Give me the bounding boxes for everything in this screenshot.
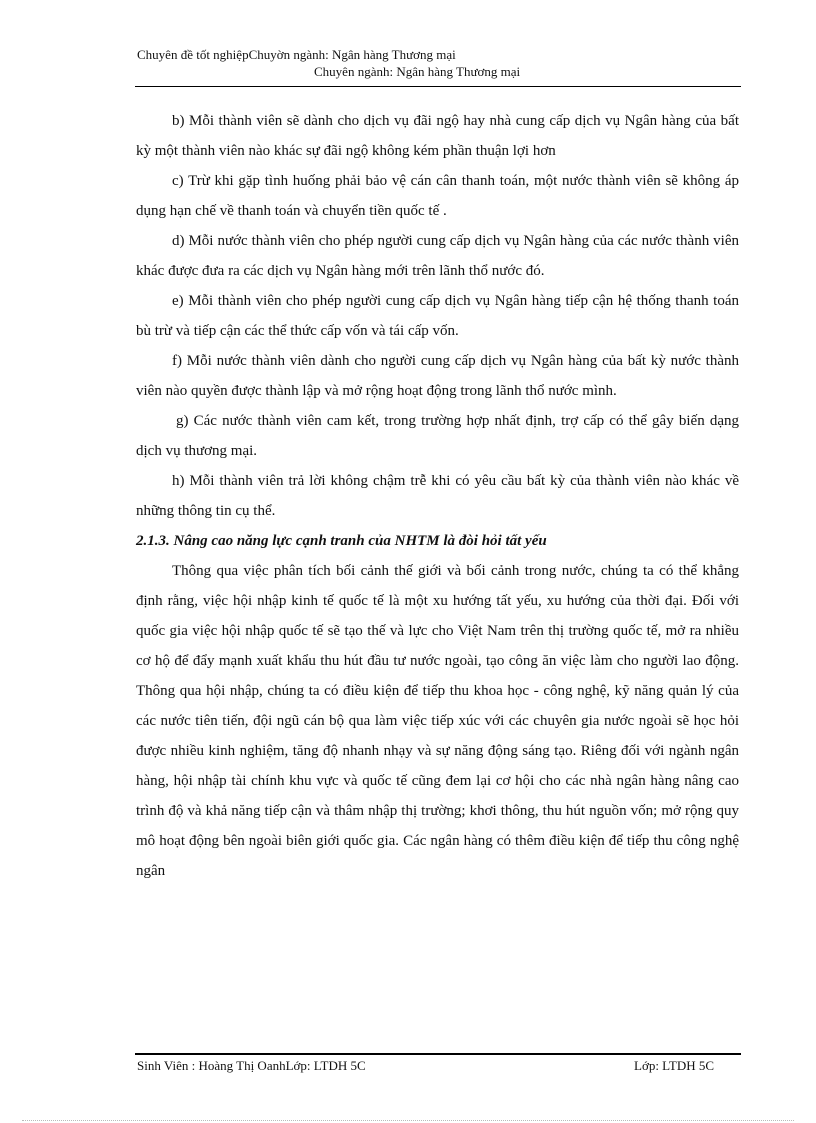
page-boundary [22, 1120, 794, 1121]
paragraph-item-g: g) Các nước thành viên cam kết, trong trường hợp nhất định, trợ cấp có thể gây biến dạng dịch vụ thương mại. [136, 413, 739, 459]
footer-class: Lớp: LTDH 5C [634, 1058, 715, 1073]
section-heading: 2.1.3. Nâng cao năng lực cạnh tranh của NHTM là đòi hỏi tất yếu [136, 533, 547, 549]
header-line-2: Chuyên ngành: Ngân hàng Thương mại [314, 64, 521, 79]
section-paragraph: Thông qua việc phân tích bối cảnh thế giới và bối cảnh trong nước, chúng ta có thể khẳng định rằng, việc hội nhập kinh tế quốc tế là một xu hướng tất yếu, xu hướng của thời đại. Đối với quốc gia việc hội nhập quốc tế sẽ tạo thế và lực cho Việt Nam trên thị trường quốc tế, mở ra nhiều cơ hộ để đẩy mạnh xuất khẩu thu hút đầu tư nước ngoài, tạo công ăn việc làm cho người lao động. Thông qua hội nhập, chúng ta có điều kiện để tiếp thu khoa học - công nghệ, kỹ năng quản lý của các nước tiên tiến, đội ngũ cán bộ qua làm việc tiếp xúc với các chuyên gia nước ngoài sẽ học hỏi được nhiều kinh nghiệm, tăng độ nhanh nhạy và sự năng động sáng tạo. Riêng đối với ngành ngân hàng, hội nhập tài chính khu vực và quốc tế cũng đem lại cơ hội cho các nhà ngân hàng nâng cao trình độ và khả năng tiếp cận và thâm nhập thị trường; khơi thông, thu hút nguồn vốn; mở rộng quy mô hoạt động bên ngoài biên giới quốc gia. Các ngân hàng có thêm điều kiện để tiếp thu công nghệ ngân [136, 563, 739, 879]
paragraph-item-b: b) Mỗi thành viên sẽ dành cho dịch vụ đãi ngộ hay nhà cung cấp dịch vụ Ngân hàng của bất kỳ một thành viên nào khác sự đãi ngộ không kém phần thuận lợi hơn [136, 113, 739, 159]
paragraph-item-c: c) Trừ khi gặp tình huống phải bảo vệ cán cân thanh toán, một nước thành viên sẽ không áp dụng hạn chế về thanh toán và chuyển tiền quốc tế . [136, 173, 739, 219]
header-divider [135, 86, 741, 87]
document-body [136, 106, 739, 886]
footer-divider [135, 1053, 741, 1055]
paragraph-item-f: f) Mỗi nước thành viên dành cho người cung cấp dịch vụ Ngân hàng của bất kỳ nước thành viên nào quyền được thành lập và mở rộng hoạt động trong lãnh thổ nước mình. [136, 353, 739, 399]
paragraph-item-e: e) Mỗi thành viên cho phép người cung cấp dịch vụ Ngân hàng tiếp cận hệ thống thanh toán bù trừ và tiếp cận các thể thức cấp vốn và tái cấp vốn. [136, 293, 739, 339]
paragraph-item-h: h) Mỗi thành viên trả lời không chậm trễ khi có yêu cầu bất kỳ của thành viên nào khác về những thông tin cụ thể. [136, 473, 739, 519]
paragraph-item-d: d) Mỗi nước thành viên cho phép người cung cấp dịch vụ Ngân hàng của các nước thành viên khác được đưa ra các dịch vụ Ngân hàng mới trên lãnh thổ nước đó. [136, 233, 739, 279]
footer-student: Sinh Viên : Hoàng Thị OanhLớp: LTDH 5C [137, 1058, 366, 1073]
header-line-1: Chuyên đề tốt nghiệpChuyờn ngành: Ngân hàng Thương mại [137, 47, 456, 62]
